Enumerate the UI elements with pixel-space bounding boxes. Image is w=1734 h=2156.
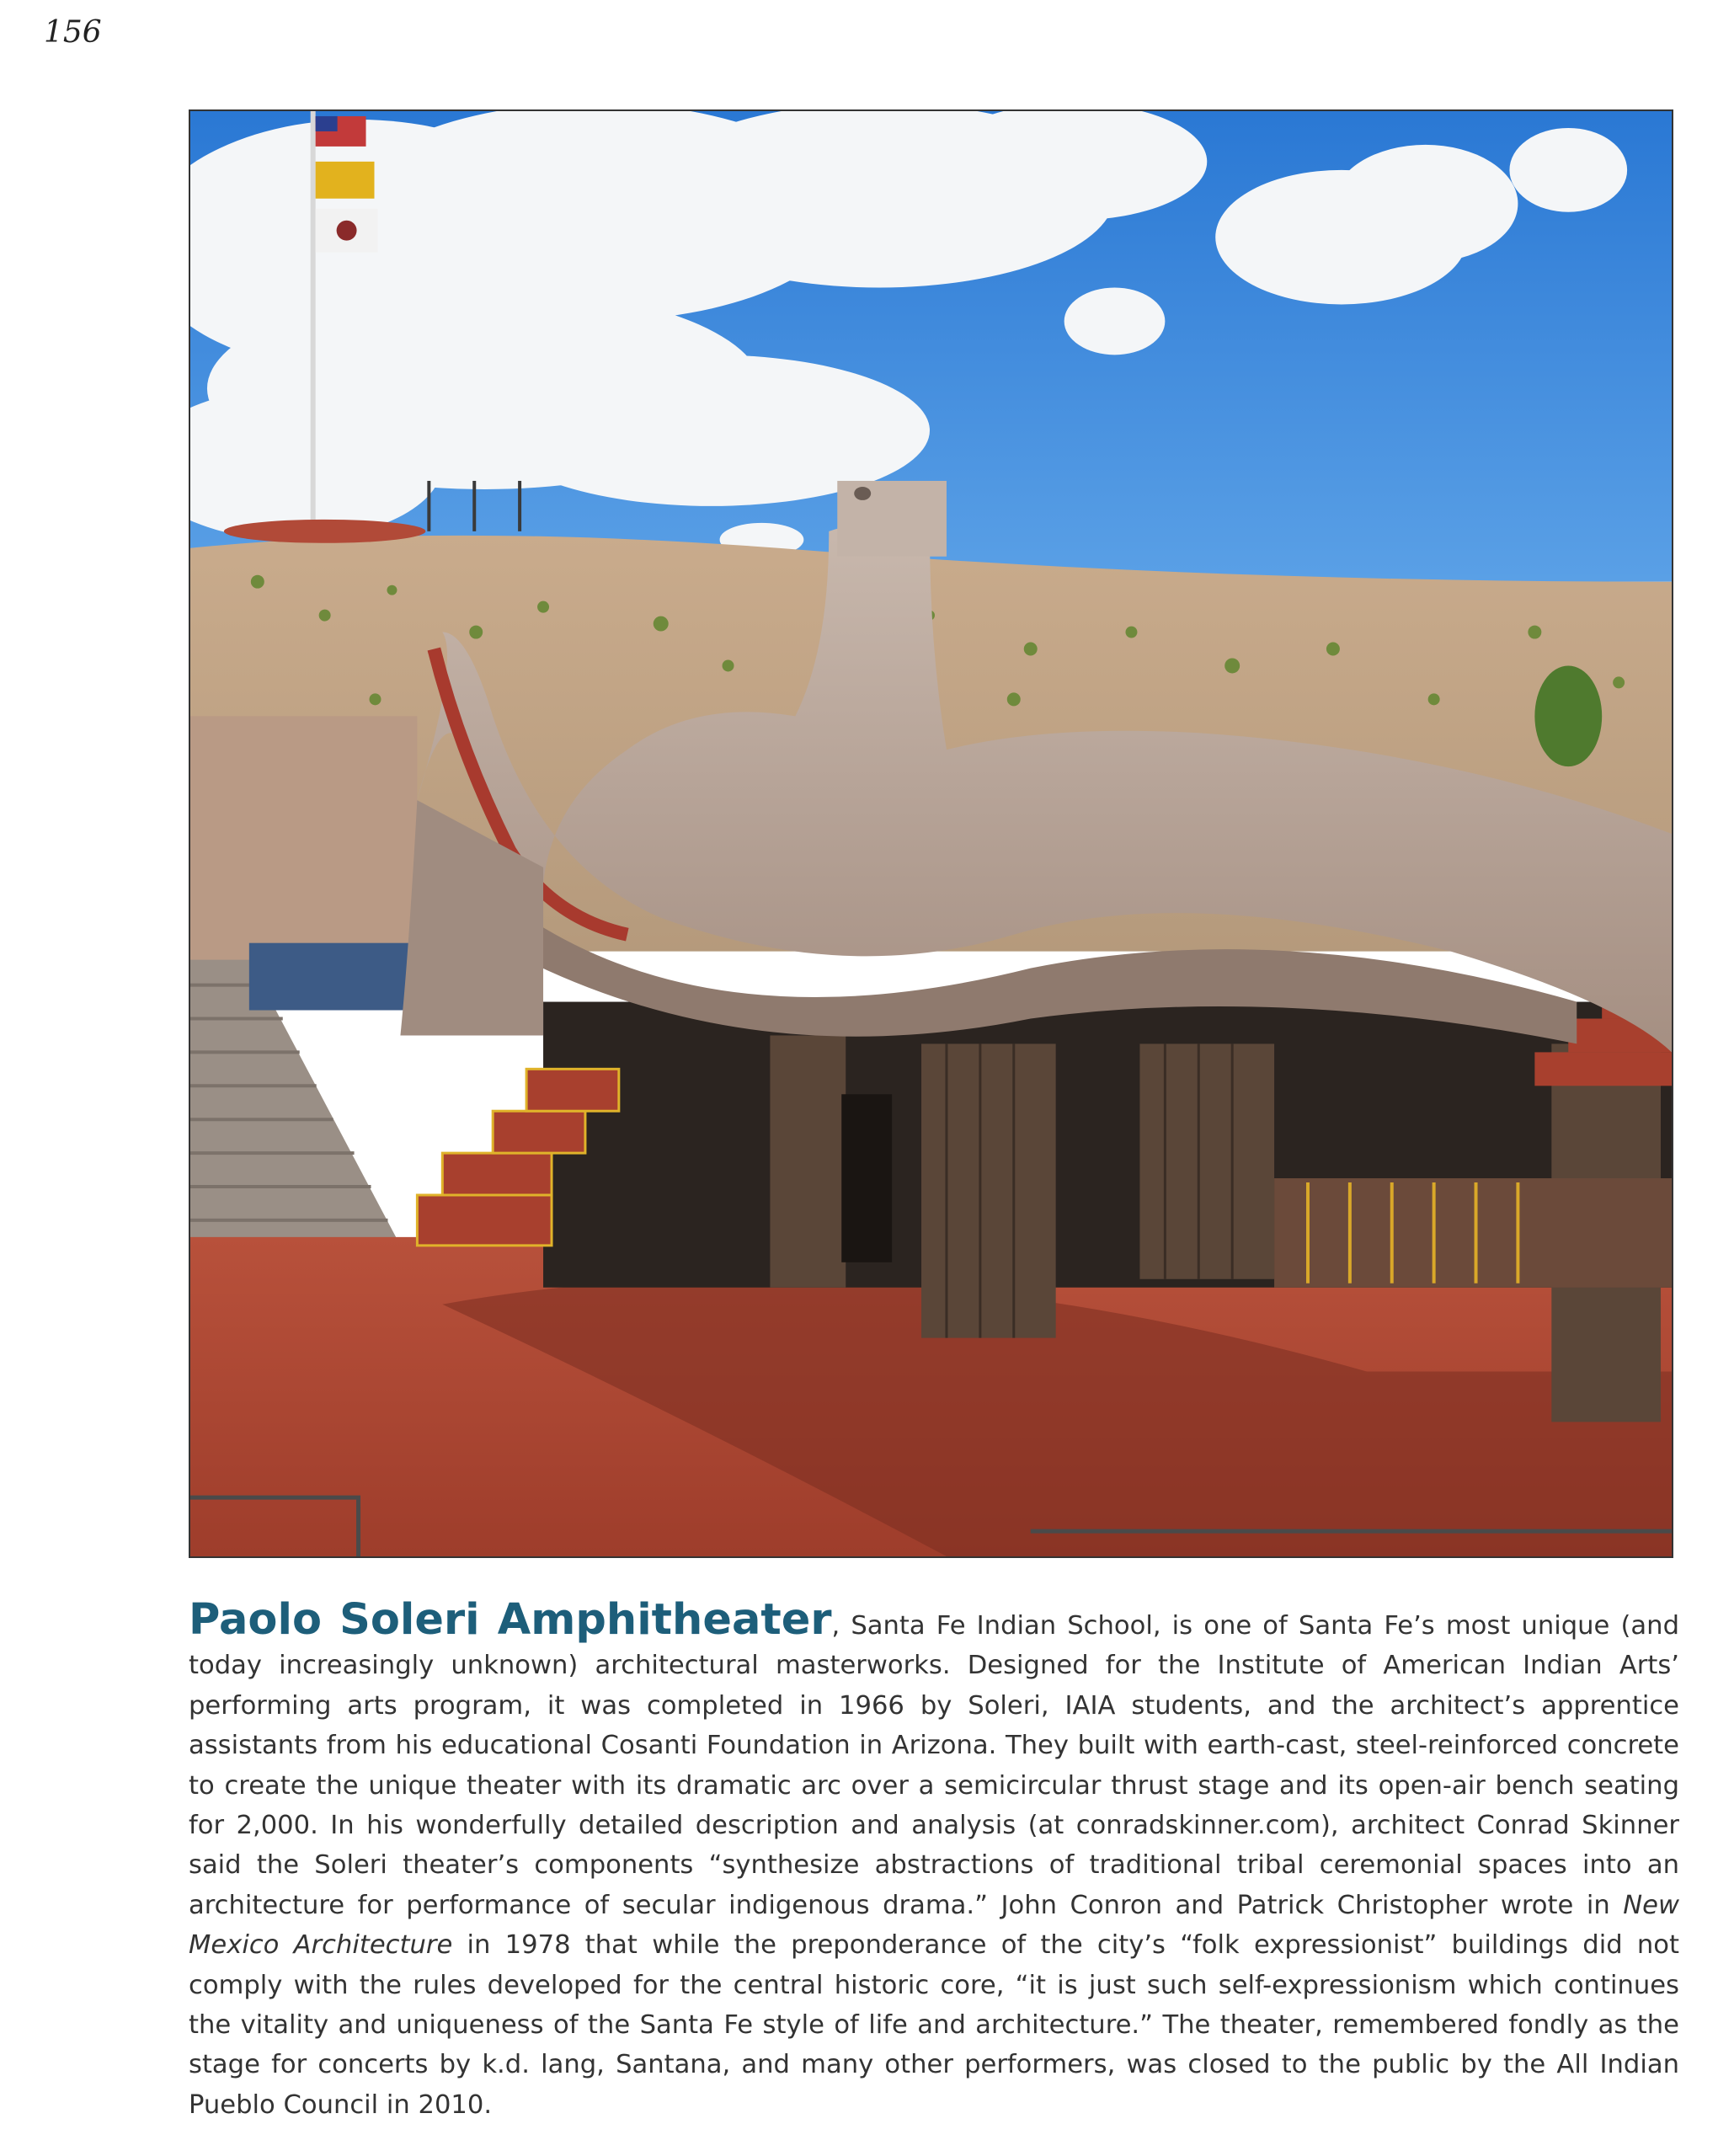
flag-plaza (224, 520, 425, 543)
flagpole (311, 111, 316, 523)
amphitheater-illustration (190, 111, 1672, 1556)
article-text-part-1: , Santa Fe Indian School, is one of Santa Fe’s most unique (and today increasingly unknown) architectural masterworks. Designed for the Institute of American Indian Arts’ performing arts program, it was completed in 1966 by Soleri, IAIA students, and the architect’s apprentice assistants from his educational Cosanti Foundation in Arizona. They built with earth-cast, steel-reinforced concrete to create the unique theater with its dramatic arc over a semicircular thrust stage and its open-air bench seating for 2,000. In his wonderfully detailed description and analysis (at conradskinner.com), architect Conrad Skinner said the Soleri theater’s components “synthesize abstractions of traditional tribal ceremonial spaces into an architecture for performance of secular indigenous drama.” John Conron and Patrick Christopher wrote in (189, 1611, 1679, 1920)
page-number: 156 (44, 15, 102, 50)
arc-tower-tip (837, 481, 947, 557)
article-book-title: New Mexico Architecture (189, 1890, 1679, 1961)
yellow-rail-wall (1274, 1178, 1672, 1288)
doorway (841, 1094, 892, 1262)
article-body (189, 1595, 1679, 2125)
article-text-part-2: in 1978 that while the preponderance of the city’s “folk expressionist” buildings did not comply with the rules developed for the central historic core, “it is just such self-expressionism which continues the vitality and uniqueness of the Santa Fe style of life and architecture.” The theater, remembered fondly as the stage for concerts by k.d. lang, Santana, and many other performers, was closed to the public by the All Indian Pueblo Council in 2010. (189, 1930, 1679, 2120)
amphitheater-photo (189, 109, 1673, 1558)
article-title: Paolo Soleri Amphitheater (189, 1595, 832, 1645)
